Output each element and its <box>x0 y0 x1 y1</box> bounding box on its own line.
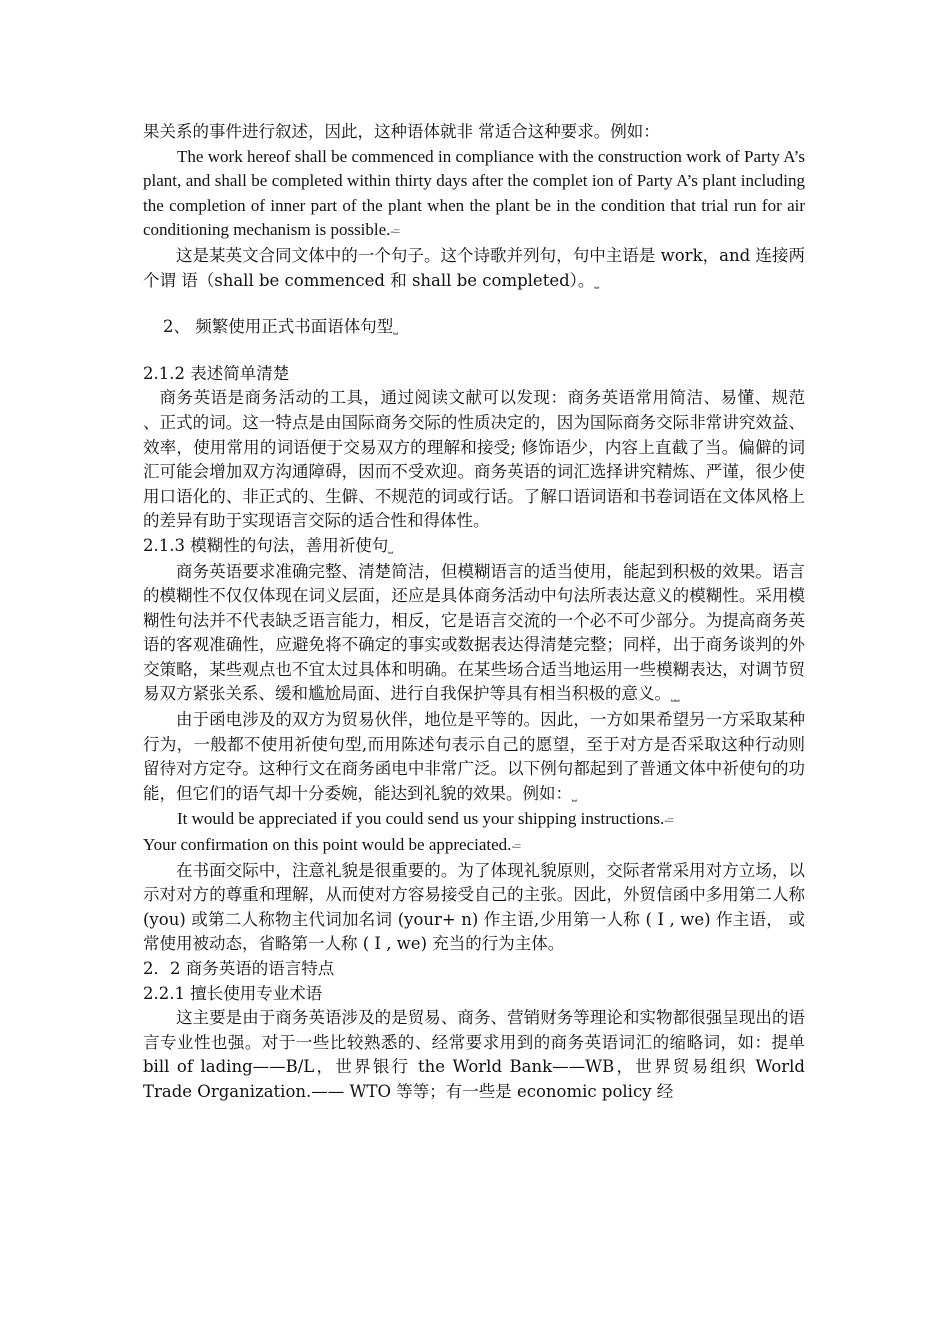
format-mark: ⎵ <box>594 274 599 289</box>
paragraph-text: It would be appreciated if you could send us your shipping instructions. <box>177 809 665 829</box>
format-mark: -= <box>511 839 521 854</box>
paragraph-9: 在书面交际中，注意礼貌是很重要的。为了体现礼貌原则，交际者常采用对方立场，以 示对对方的尊重和理解，从而使对方容易接受自己的主张。因此，外贸信函中多用第二人称 (you) 或第二人称物主代词加名词 (your+ n) 作主语,少用第一人称 ( I , we) 作主语， 或常使用被动态，省略第一人称 ( I , we) 充当的行为主体。 <box>143 860 805 954</box>
format-mark: ⎵ <box>388 539 393 554</box>
paragraph-4: 商务英语是商务活动的工具，通过阅读文献可以发现：商务英语常用简洁、易懂、规范 、正式的词。这一特点是由国际商务交际的性质决定的，因为国际商务交际非常讲究效益、效率，使用常用的词语便于交易双方的理解和接受; 修饰语少，内容上直截了当。偏僻的词 汇可能会增加双方沟通障碍，因而不受欢迎。商务英语的词汇选择讲究精炼、严谨，很少使 用口语化的、非正式的、生僻、不规范的词或行话。了解口语词语和书卷词语在文体风格上 的差异有助于实现语言交际的适合性和得体性。 <box>143 388 805 531</box>
paragraph-5 <box>143 560 805 709</box>
spacer <box>143 294 805 315</box>
subsection-heading-2-1-2: 2.1.2 表述简单清楚 <box>143 363 290 383</box>
paragraph-text: 这是某英文合同文体中的一个句子。这个诗歌并列句，句中主语是 work，and 连接两个谓 语（shall be commenced 和 shall be completed）。 <box>143 245 805 290</box>
heading-text: 2.1.3 模糊性的句法，善用祈使句 <box>143 535 389 555</box>
paragraph-text: The work hereof shall be commenced in compliance with the construction work of Party A’s plant, and shall be completed within thirty days after the complet ion of Party A’s plant including the completion of inner part of the plant when the plant be in the condition that trial run for air conditioning mechanism is possible. <box>143 146 805 240</box>
paragraph-text: 由于函电涉及的双方为贸易伙伴，地位是平等的。因此，一方如果希望另一方采取某种 行为，一般都不使用祈使句型,而用陈述句表示自己的愿望，至于对方是否采取这种行动则 留待对方定夺。这种行文在商务函电中非常广泛。以下例句都起到了普通文体中祈使句的功 能，但它们的语气却十分委婉，能达到礼貌的效果。例如： <box>143 710 805 803</box>
paragraph-6 <box>143 708 805 807</box>
paragraph-1: 果关系的事件进行叙述，因此，这种语体就非 常适合这种要求。例如： <box>143 122 660 141</box>
spacer <box>143 341 805 362</box>
format-mark: -= <box>390 224 400 239</box>
format-mark: ⎵ <box>393 321 398 336</box>
heading-text: 2、 频繁使用正式书面语体句型 <box>163 317 394 337</box>
subsection-heading-2-1-3 <box>143 534 805 560</box>
section-heading-2-2: 2．2 商务英语的语言特点 <box>143 959 335 978</box>
subsection-heading-2-2-1: 2.2.1 擅长使用专业术语 <box>143 983 323 1003</box>
english-example-2 <box>143 833 805 859</box>
document-page <box>143 120 805 1105</box>
format-mark: -= <box>664 813 674 828</box>
section-heading-2 <box>143 315 805 341</box>
format-mark: ⎵ <box>572 787 576 802</box>
paragraph-10: 这主要是由于商务英语涉及的是贸易、商务、营销财务等理论和实物都很强呈现出的语言专业性也强。对于一些比较熟悉的、经常要求用到的商务英语词汇的缩略词，如：提单 bill of lading——B/L，世界银行 the World Bank——WB，世界贸易组织 World Trade Organization.—— WTO 等等；有一些是 economic policy 经 <box>143 1008 805 1101</box>
paragraph-english-example <box>143 145 805 244</box>
english-example-1 <box>143 807 805 833</box>
paragraph-3 <box>143 244 805 294</box>
format-mark: ⎵⎵ <box>671 688 679 703</box>
paragraph-text: 商务英语要求准确完整、清楚简洁，但模糊语言的适当使用，能起到积极的效果。语言 的模糊性不仅仅体现在词义层面，还应是具体商务活动中句法所表达意义的模糊性。采用模 糊性句法并不代表缺乏语言能力，相反，它是语言交流的一个必不可少部分。为提高商务英 语的客观准确性，应避免将不确定的事实或数据表达得清楚完整；同样，出于商务谈判的外 交策略，某些观点也不宜太过具体和明确。在某些场合适当地运用一些模糊表达，对调节贸 易双方紧张关系、缓和尴尬局面、进行自我保护等具有相当积极的意义。 <box>143 561 805 704</box>
paragraph-text: Your confirmation on this point would be appreciated. <box>143 835 512 855</box>
